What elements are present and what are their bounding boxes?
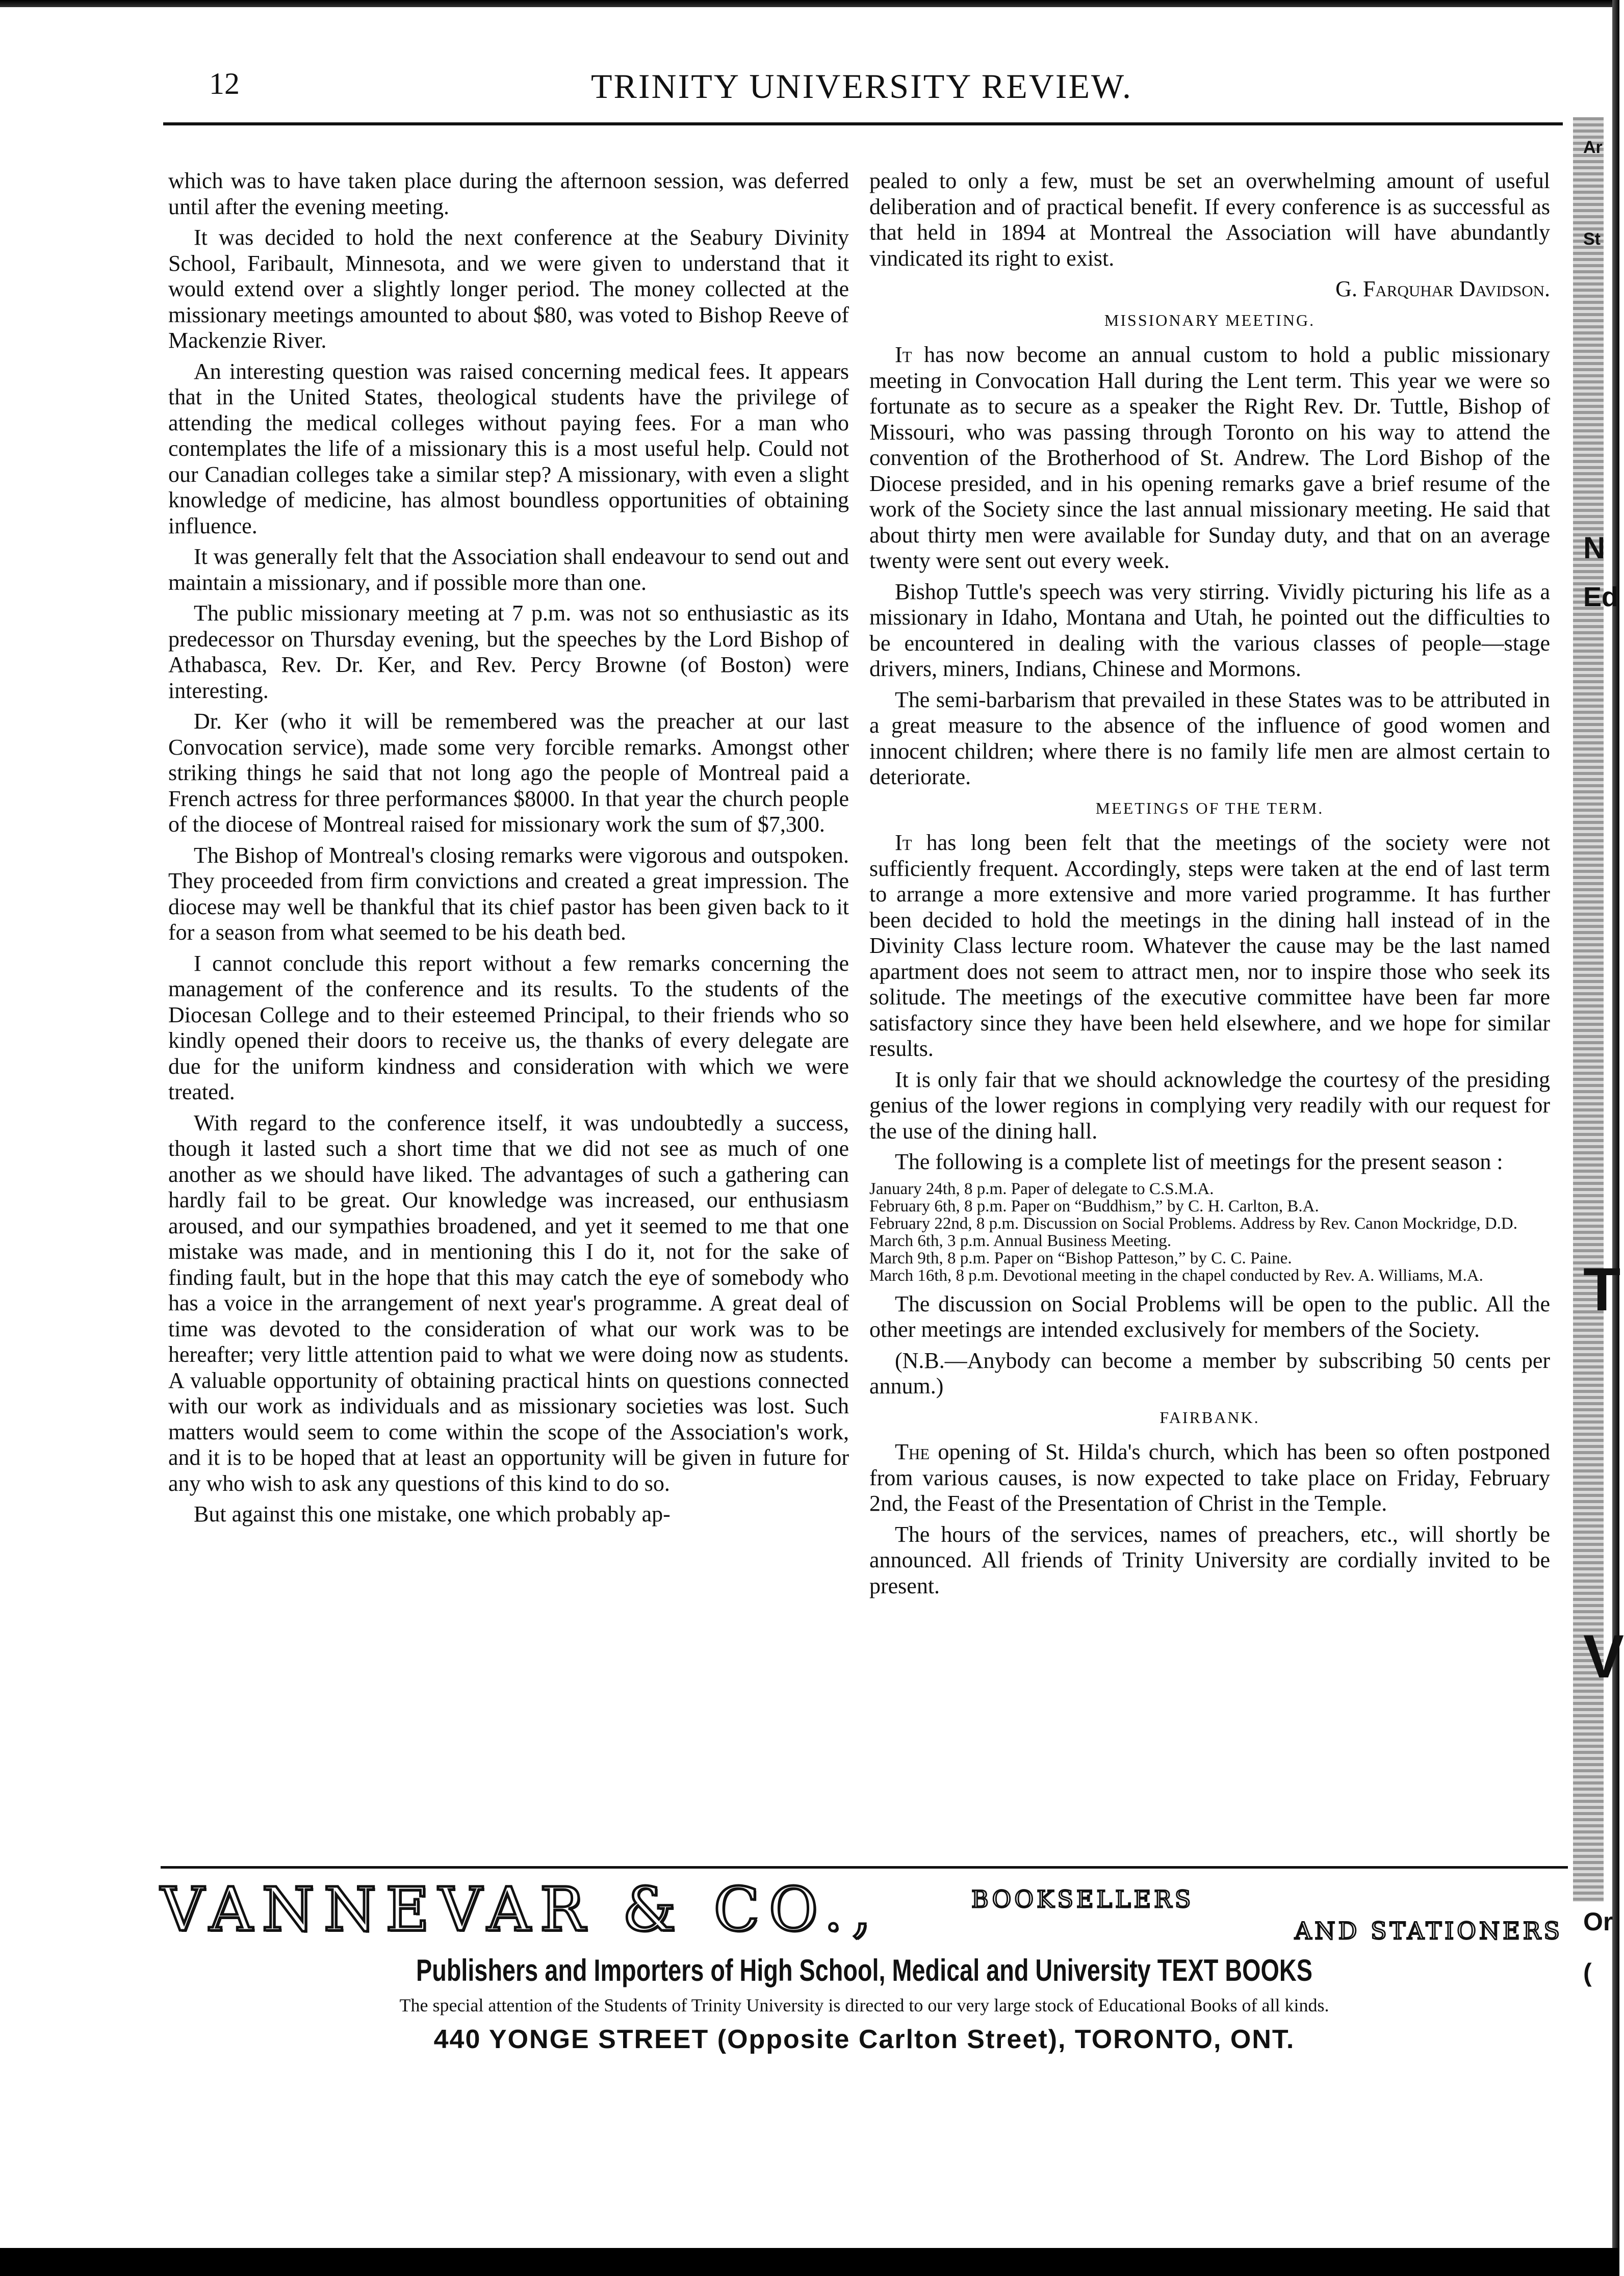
right-column bbox=[869, 168, 1550, 1604]
schedule-item: March 9th, 8 p.m. Paper on “Bishop Patteson,” by C. C. Paine. bbox=[869, 1249, 1292, 1268]
advertiser-trade-line-1: BOOKSELLERS bbox=[971, 1885, 1194, 1913]
paragraph: Bishop Tuttle's speech was very stirring. Vividly picturing his life as a missionary in Idaho, Montana and Utah, he pointed out the difficulties to be encountered in dealing with the various classes of people—stage drivers, miners, Indians, Chinese and Mormons. bbox=[869, 579, 1550, 681]
paragraph: pealed to only a few, must be set an overwhelming amount of useful deliberation and of practical benefit. If every conference is as successful as that held in 1894 at Montreal the Association will have abundantly vindicated its right to exist. bbox=[869, 168, 1550, 271]
paragraph-text: opening of St. Hilda's church, which has been so often postponed from various causes, is now expected to take place on Friday, February 2nd, the Feast of the Presentation of Christ in the Temple. bbox=[869, 1439, 1550, 1516]
paragraph: The hours of the services, names of preachers, etc., will shortly be announced. All friends of Trinity University are cordially invited to be present. bbox=[869, 1521, 1550, 1598]
margin-fragment: ( bbox=[1583, 1958, 1592, 1987]
author-signature: G. Farquhar Davidson. bbox=[1335, 276, 1550, 301]
margin-fragment: Ar bbox=[1583, 138, 1603, 157]
vannevar-advertisement bbox=[161, 1876, 1568, 2070]
section-heading-meetings-of-term: MEETINGS OF THE TERM. bbox=[1095, 798, 1324, 817]
advertiser-name: VANNEVAR & CO., bbox=[161, 1874, 881, 1945]
paragraph-text: has now become an annual custom to hold a public missionary meeting in Convocation Hall during the Lent term. This year we were so fortunate as to secure as a speaker the Right Rev. Dr. Tuttle, Bishop of Missouri, who was passing through Toronto on his way to attend the convention of the Brotherhood of St. Andrew. The Lord Bishop of the Diocese presided, and in his opening remarks gave a brief resume of the work of the Society since the last annual missionary meeting. He said that about thirty men were available for Sunday duty, and that on an average twenty were sent out every week. bbox=[869, 342, 1550, 573]
scan-bottom-edge bbox=[0, 2248, 1619, 2276]
margin-fragment: Or bbox=[1583, 1907, 1613, 1936]
paragraph: The Bishop of Montreal's closing remarks were vigorous and outspoken. They proceeded from firm convictions and created a great impression. The diocese may well be thankful that its chief pastor has been given back to it for a season from what seemed to be his death bed. bbox=[168, 842, 849, 945]
paragraph: The discussion on Social Problems will be open to the public. All the other meetings are intended exclusively for members of the Society. bbox=[869, 1291, 1550, 1342]
schedule-item: February 22nd, 8 p.m. Discussion on Social Problems. Address by Rev. Canon Mockridge, D.D. bbox=[869, 1214, 1517, 1233]
adjacent-page-fragments bbox=[1583, 133, 1624, 1987]
paragraph bbox=[869, 342, 1550, 574]
paragraph bbox=[869, 1439, 1550, 1517]
dropcap: The bbox=[895, 1439, 930, 1464]
dropcap: It bbox=[895, 342, 912, 367]
margin-fragment: St bbox=[1583, 229, 1601, 249]
paragraph: With regard to the conference itself, it was undoubtedly a success, though it lasted such a short time that we did not see as much of one another as we should have liked. The advantages of such a gathering can hardly fail to be great. Our knowledge was increased, our enthusiasm aroused, and our sympathies broadened, and yet it seemed to me that one mistake was made, and in mentioning this I do it, not for the sake of finding fault, but in the hope that this may catch the eye of somebody who has a voice in the arrangement of next year's programme. A great deal of time was devoted to the consideration of what our work was to be hereafter; very little attention paid to what we were doing now as students. A valuable opportunity of obtaining practical hints on questions connected with our work as individuals and as missionary societies was lost. Such matters would seem to come within the scope of the Association's work, and it is to be hoped that at least an opportunity will be given in future for any who wish to ask any questions of this kind to do so. bbox=[168, 1110, 849, 1496]
meeting-schedule bbox=[869, 1180, 1550, 1284]
margin-fragment: Ed bbox=[1583, 582, 1619, 612]
dropcap: It bbox=[895, 830, 912, 855]
schedule-item: February 6th, 8 p.m. Paper on “Buddhism,” by C. H. Carlton, B.A. bbox=[869, 1197, 1319, 1215]
paragraph-text: has long been felt that the meetings of the society were not sufficiently frequent. Accordingly, steps were taken at the end of last term to arrange a more extensive and more varied programme. It has further been decided to hold the meetings in the dining hall instead of in the Divinity Class lecture room. Whatever the cause may be the last named apartment does not seem to attract men, nor to inspire those who seek its solitude. The meetings of the executive committee have been far more satisfactory since they have been held elsewhere, and we hope for similar results. bbox=[869, 830, 1550, 1061]
advertisement-rule bbox=[161, 1866, 1568, 1869]
paragraph: An interesting question was raised concerning medical fees. It appears that in the United States, theological students have the privilege of attending the medical colleges without paying fees. For a man who contemplates the life of a missionary this is a most useful help. Could not our Canadian colleges take a similar step? A missionary, with even a slight knowledge of medicine, has almost boundless opportunities of obtaining influence. bbox=[168, 358, 849, 538]
paragraph: Dr. Ker (who it will be remembered was the preacher at our last Convocation service), made some very forcible remarks. Amongst other striking things he said that not long ago the people of Montreal paid a French actress for three performances $8000. In that year the church people of the diocese of Montreal raised for missionary work the sum of $7,300. bbox=[168, 709, 849, 837]
margin-fragment: T bbox=[1583, 1255, 1621, 1324]
paragraph: But against this one mistake, one which probably ap- bbox=[194, 1502, 671, 1527]
paragraph: The semi-barbarism that prevailed in these States was to be attributed in a great measure to the absence of the influence of good women and innocent children; where there is no family life men are almost certain to deteriorate. bbox=[869, 687, 1550, 789]
paragraph: The public missionary meeting at 7 p.m. was not so enthusiastic as its predecessor on Thursday evening, but the speeches by the Lord Bishop of Athabasca, Rev. Dr. Ker, and Rev. Percy Browne (of Boston) were interesting. bbox=[168, 601, 849, 703]
paragraph bbox=[869, 830, 1550, 1062]
margin-fragment: V bbox=[1583, 1622, 1624, 1691]
scan-top-edge bbox=[0, 0, 1619, 7]
paragraph: (N.B.—Anybody can become a member by subscribing 50 cents per annum.) bbox=[869, 1348, 1550, 1399]
advertiser-address: 440 YONGE STREET (Opposite Carlton Street), TORONTO, ONT. bbox=[433, 2025, 1295, 2054]
advertiser-notice: The special attention of the Students of Trinity University is directed to our very large stock of Educational Books of all kinds. bbox=[399, 1995, 1329, 2015]
margin-fragment: N bbox=[1583, 531, 1606, 565]
advertiser-tagline: Publishers and Importers of High School, Medical and University TEXT BOOKS bbox=[416, 1953, 1312, 1987]
schedule-item: January 24th, 8 p.m. Paper of delegate to C.S.M.A. bbox=[869, 1179, 1214, 1198]
left-column bbox=[168, 168, 849, 1533]
paragraph: It is only fair that we should acknowledge the courtesy of the presiding genius of the lower regions in complying very readily with our request for the use of the dining hall. bbox=[869, 1067, 1550, 1144]
section-heading-fairbank: FAIRBANK. bbox=[1159, 1408, 1260, 1427]
schedule-item: March 6th, 3 p.m. Annual Business Meeting. bbox=[869, 1231, 1172, 1250]
header-rule bbox=[163, 122, 1563, 125]
paragraph: The following is a complete list of meetings for the present season : bbox=[895, 1149, 1503, 1174]
advertiser-trade-line-2: AND STATIONERS bbox=[1295, 1917, 1563, 1945]
paragraph: which was to have taken place during the afternoon session, was deferred until after the evening meeting. bbox=[168, 168, 849, 219]
page-header bbox=[158, 61, 1565, 117]
section-heading-missionary-meeting: MISSIONARY MEETING. bbox=[1104, 311, 1316, 329]
page-number: 12 bbox=[209, 67, 240, 100]
running-title: TRINITY UNIVERSITY REVIEW. bbox=[591, 67, 1132, 106]
paragraph: It was generally felt that the Association shall endeavour to send out and maintain a missionary, and if possible more than one. bbox=[168, 544, 849, 595]
paragraph: I cannot conclude this report without a few remarks concerning the management of the conference and its results. To the students of the Diocesan College and to their esteemed Principal, to their friends who so kindly opened their doors to receive us, the thanks of every delegate are due for the uniform kindness and consideration with which we were treated. bbox=[168, 950, 849, 1104]
schedule-item: March 16th, 8 p.m. Devotional meeting in the chapel conducted by Rev. A. Williams, M.A. bbox=[869, 1266, 1483, 1285]
paragraph: It was decided to hold the next conference at the Seabury Divinity School, Faribault, Minnesota, and we were given to understand that it would extend over a slightly longer period. The money collected at the missionary meetings amounted to about $80, was voted to Bishop Reeve of Mackenzie River. bbox=[168, 225, 849, 353]
